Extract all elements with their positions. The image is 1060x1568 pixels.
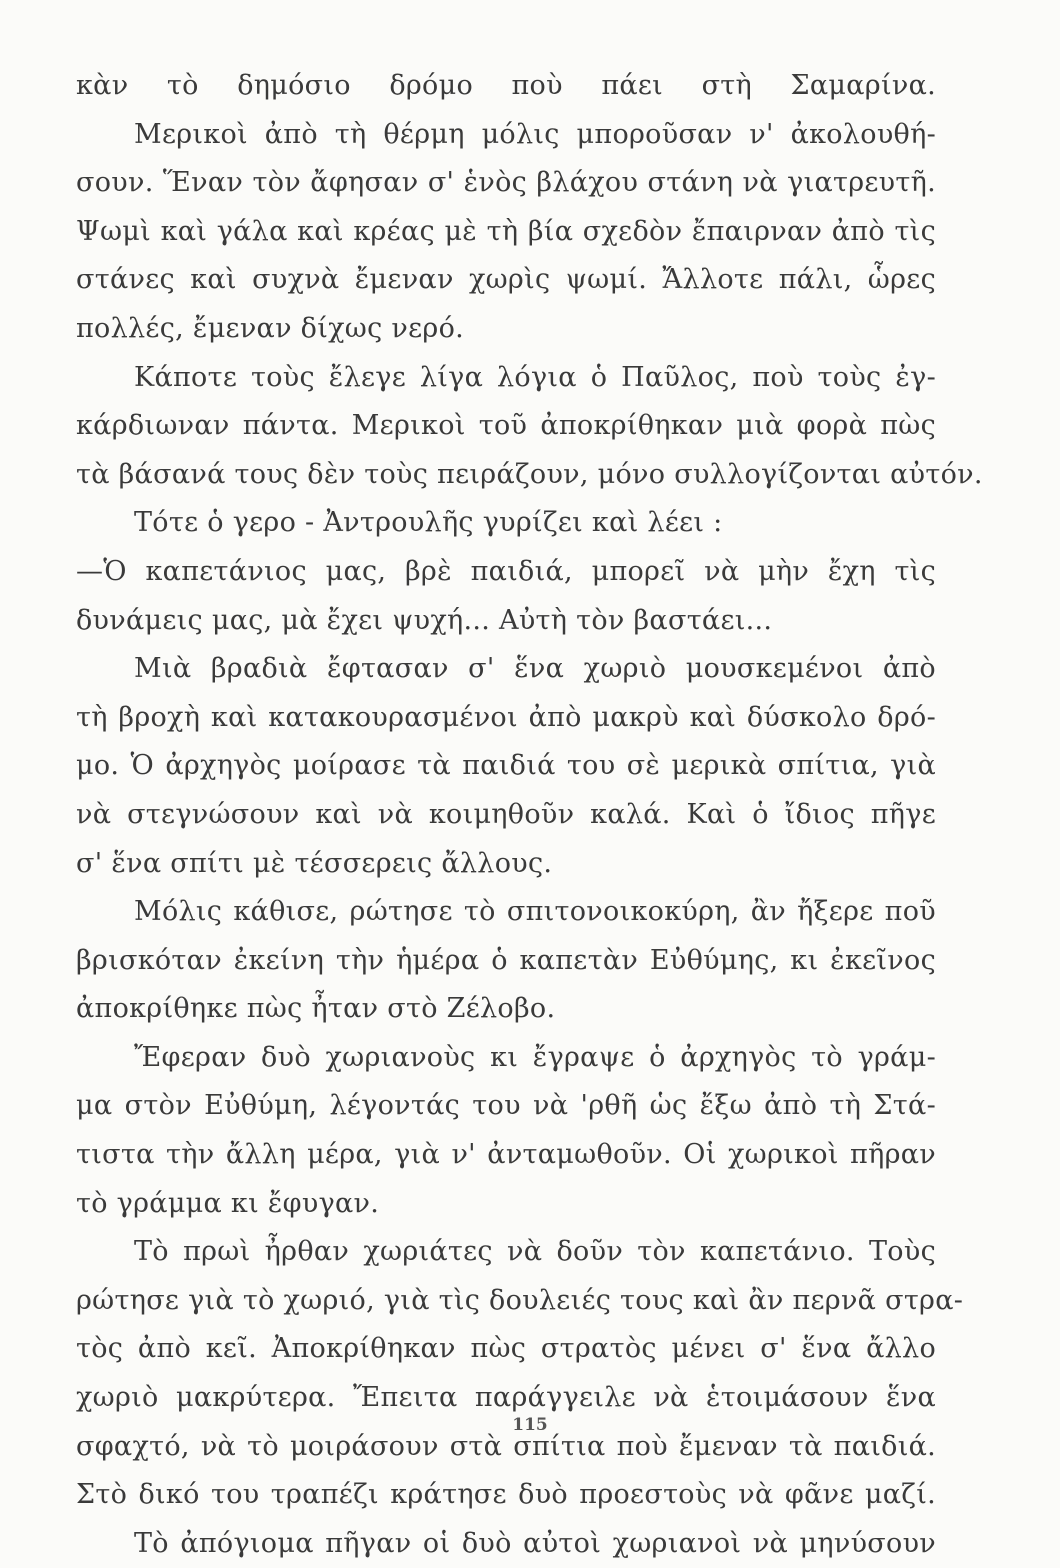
text-line: δυνάμεις μας, μὰ ἔχει ψυχή... Αὐτὴ τὸν βαστάει... [76,604,773,636]
body-text [76,62,983,1568]
text-line: σουν. Ἕναν τὸν ἄφησαν σ' ἑνὸς βλάχου στάνη νὰ γιατρευτῆ. [76,167,936,199]
text-line: Ἔφεραν δυὸ χωριανοὺς κι ἔγραψε ὁ ἀρχηγὸς τὸ γράμ- [134,1041,936,1073]
text-line: μο. Ὁ ἀρχηγὸς μοίρασε τὰ παιδιά του σὲ μερικὰ σπίτια, γιὰ [76,750,936,782]
text-line: ἀποκρίθηκε πὼς ἦταν στὸ Ζέλοβο. [76,993,556,1025]
text-line: ρώτησε γιὰ τὸ χωριό, γιὰ τὶς δουλειές τους καὶ ἂν περνᾶ στρα- [76,1284,964,1316]
text-line: βρισκόταν ἐκείνη τὴν ἡμέρα ὁ καπετὰν Εὐθύμης, κι ἐκεῖνος [76,944,936,976]
text-line: τὸς ἀπὸ κεῖ. Ἀποκρίθηκαν πὼς στρατὸς μένει σ' ἕνα ἄλλο [76,1333,936,1365]
text-line: Τὸ ἀπόγιομα πῆγαν οἱ δυὸ αὐτοὶ χωριανοὶ νὰ μηνύσουν [134,1527,936,1559]
text-line: Στὸ δικό του τραπέζι κράτησε δυὸ προεστοὺς νὰ φᾶνε μαζί. [76,1479,936,1511]
text-line: τιστα τὴν ἄλλη μέρα, γιὰ ν' ἀνταμωθοῦν. Οἱ χωρικοὶ πῆραν [76,1139,936,1171]
text-line: κὰν τὸ δημόσιο δρόμο ποὺ πάει στὴ Σαμαρίνα. [76,70,936,101]
text-line: τὸ γράμμα κι ἔφυγαν. [76,1187,380,1219]
text-line: πολλές, ἔμεναν δίχως νερό. [76,312,465,344]
text-line: στάνες καὶ συχνὰ ἔμεναν χωρὶς ψωμί. Ἄλλοτε πάλι, ὧρες [76,264,936,296]
text-line: χωριὸ μακρύτερα. Ἔπειτα παράγγειλε νὰ ἑτοιμάσουν ἕνα [76,1382,936,1414]
text-line: κάρδιωναν πάντα. Μερικοὶ τοῦ ἀποκρίθηκαν μιὰ φορὰ πὼς [76,410,936,442]
text-line: Κάποτε τοὺς ἔλεγε λίγα λόγια ὁ Παῦλος, ποὺ τοὺς ἐγ- [134,361,936,393]
text-line: Τὸ πρωὶ ἦρθαν χωριάτες νὰ δοῦν τὸν καπετάνιο. Τοὺς [134,1236,936,1268]
text-line: Μόλις κάθισε, ρώτησε τὸ σπιτονοικοκύρη, ἂν ἤξερε ποῦ [134,896,936,928]
text-line: τὴ βροχὴ καὶ κατακουρασμένοι ἀπὸ μακρὺ καὶ δύσκολο δρό- [76,701,936,733]
text-line: σφαχτό, νὰ τὸ μοιράσουν στὰ σπίτια ποὺ ἔμεναν τὰ παιδιά. [76,1430,936,1462]
text-line: Μιὰ βραδιὰ ἔφτασαν σ' ἕνα χωριὸ μουσκεμένοι ἀπὸ [134,653,936,685]
text-line: Μερικοὶ ἀπὸ τὴ θέρμη μόλις μποροῦσαν ν' ἀκολουθή- [134,118,936,150]
text-line: Ψωμὶ καὶ γάλα καὶ κρέας μὲ τὴ βία σχεδὸν ἔπαιρναν ἀπὸ τὶς [76,215,936,247]
page-number: 115 [512,1415,548,1435]
text-line: τὰ βάσανά τους δὲν τοὺς πειράζουν, μόνο συλλογίζονται αὐτόν. [76,458,983,490]
text-line: —Ὁ καπετάνιος μας, βρὲ παιδιά, μπορεῖ νὰ μὴν ἔχη τὶς [76,555,936,587]
text-line: νὰ στεγνώσουν καὶ νὰ κοιμηθοῦν καλά. Καὶ ὁ ἴδιος πῆγε [76,798,936,830]
text-line: Τότε ὁ γερο - Ἀντρουλῆς γυρίζει καὶ λέει : [134,507,723,539]
text-line: μα στὸν Εὐθύμη, λέγοντάς του νὰ 'ρθῆ ὡς ἔξω ἀπὸ τὴ Στά- [76,1090,936,1122]
text-line: σ' ἕνα σπίτι μὲ τέσσερεις ἄλλους. [76,847,553,879]
